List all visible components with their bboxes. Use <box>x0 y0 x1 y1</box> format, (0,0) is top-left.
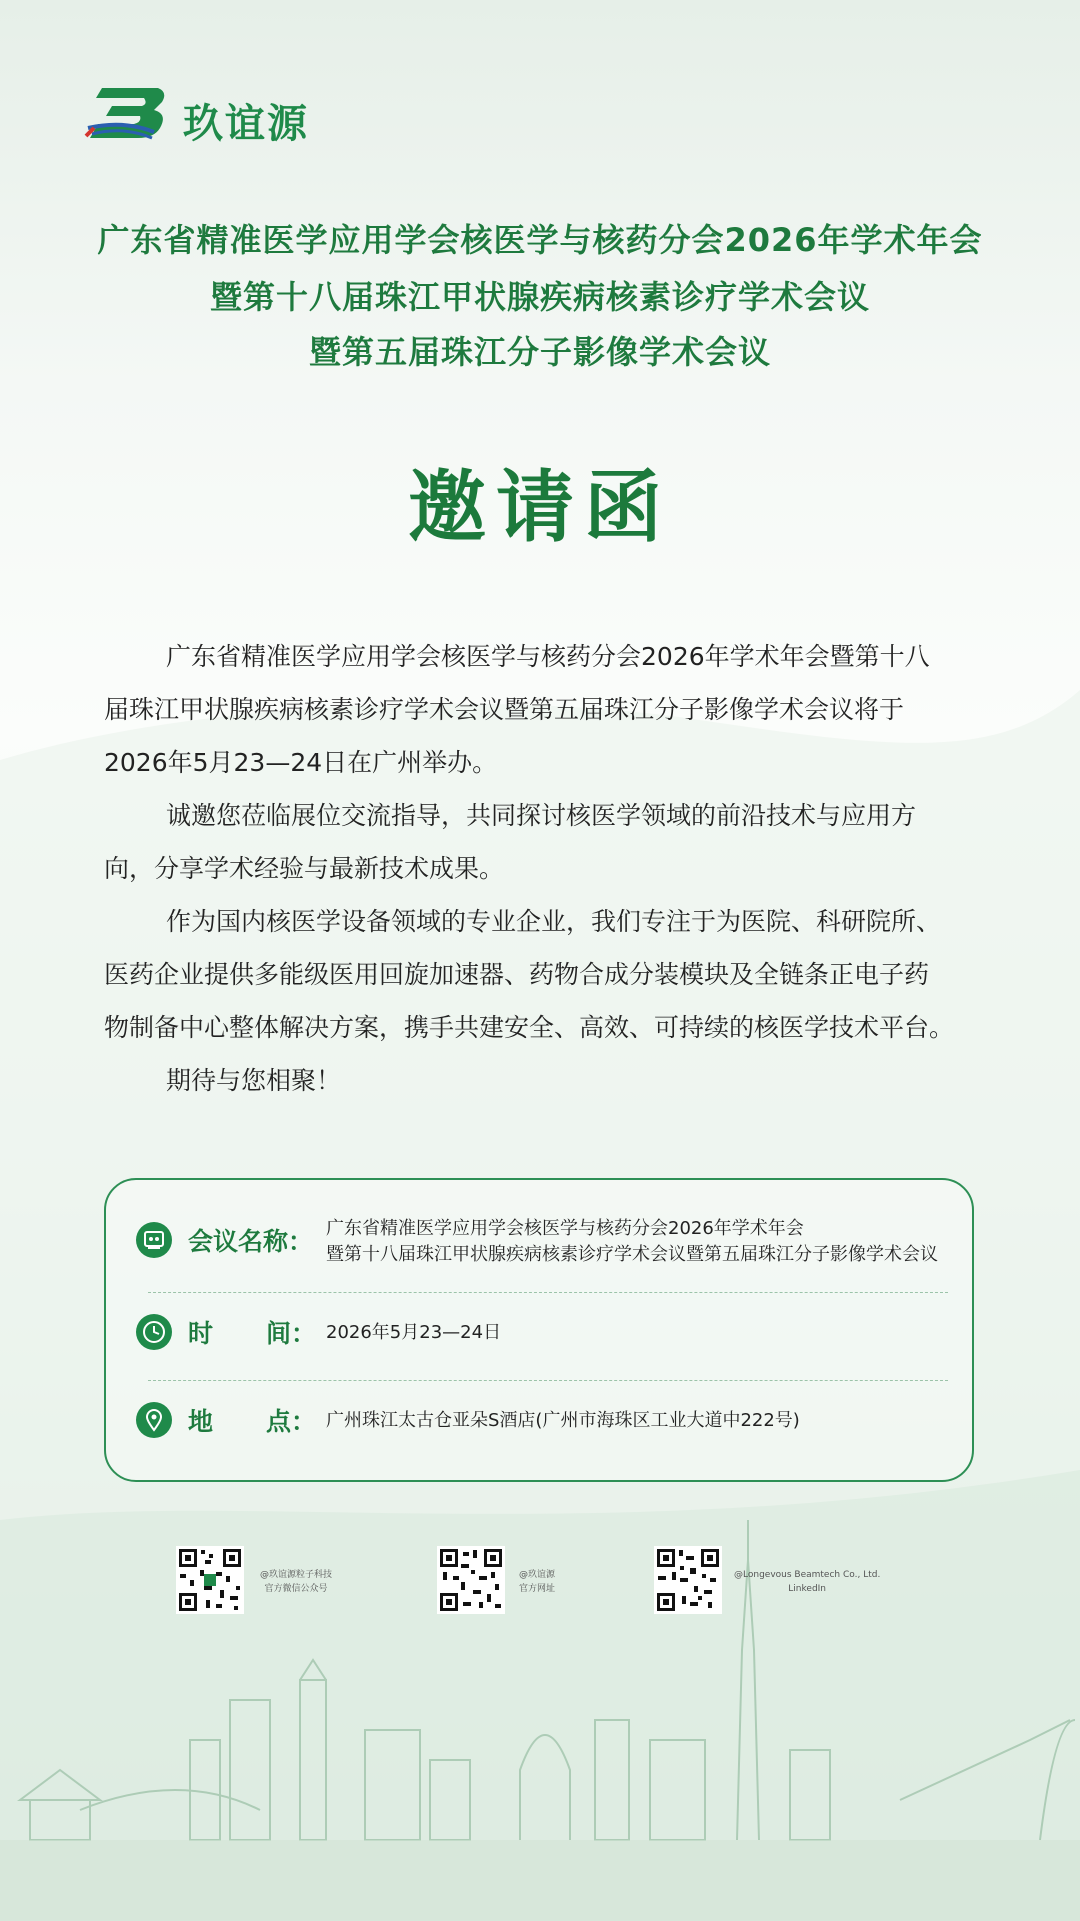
qr-caption-linkedin <box>734 1568 880 1596</box>
time-label-char-2: 间： <box>266 1319 317 1348</box>
qr-caption-line: LinkedIn <box>788 1584 827 1594</box>
meeting-time-value: 2026年5月23—24日 <box>326 1322 502 1343</box>
paragraph-line: 作为国内核医学设备领域的专业企业，我们专注于为医院、科研院所、 <box>166 907 942 936</box>
paragraph-line: 届珠江甲状腺疾病核素诊疗学术会议暨第五届珠江分子影像学术会议将于 <box>104 695 905 724</box>
meeting-name-line-1: 广东省精准医学应用学会核医学与核药分会2026年学术年会 <box>326 1218 804 1239</box>
paragraph-line: 向，分享学术经验与最新技术成果。 <box>104 854 505 883</box>
qr-caption-line: @Longevous Beamtech Co., Ltd. <box>734 1570 881 1580</box>
qr-caption-line: @玖谊源粒子科技 <box>260 1570 333 1580</box>
headline-line-1: 广东省精准医学应用学会核医学与核药分会2026年学术年会 <box>97 221 983 259</box>
people-icon <box>136 1222 172 1258</box>
paragraph-line: 期待与您相聚！ <box>166 1066 342 1095</box>
qr-caption-line: 官方微信公众号 <box>264 1584 328 1594</box>
paragraph-line: 2026年5月23—24日在广州举办。 <box>104 748 498 777</box>
location-pin-icon <box>136 1402 172 1438</box>
time-label-char-1: 时 <box>188 1319 214 1348</box>
paragraph-invitation <box>104 789 984 895</box>
paragraph-intro <box>104 630 984 789</box>
paragraph-company <box>104 895 984 1054</box>
qr-caption-website <box>519 1568 555 1596</box>
meeting-name-label: 会议名称： <box>188 1227 314 1256</box>
paragraph-closing <box>104 1054 984 1107</box>
headline-line-3: 暨第五届珠江分子影像学术会议 <box>308 333 771 371</box>
qr-caption-line: @玖谊源 <box>519 1570 556 1580</box>
brand-name: 玖谊源 <box>183 101 309 147</box>
paragraph-line: 医药企业提供多能级医用回旋加速器、药物合成分装模块及全链条正电子药 <box>104 960 930 989</box>
meeting-place-value: 广州珠江太古仓亚朵S酒店(广州市海珠区工业大道中222号) <box>326 1410 800 1431</box>
place-label-char-1: 地 <box>188 1407 214 1436</box>
qr-caption-line: 官方网址 <box>519 1584 556 1594</box>
qr-caption-wechat <box>260 1568 332 1596</box>
qr-code-website[interactable] <box>437 1546 505 1614</box>
meeting-name-line-2: 暨第十八届珠江甲状腺疾病核素诊疗学术会议暨第五届珠江分子影像学术会议 <box>326 1244 938 1265</box>
invitation-title: 邀请函 <box>407 462 672 553</box>
headline-line-2: 暨第十八届珠江甲状腺疾病核素诊疗学术会议 <box>209 278 870 316</box>
qr-code-wechat[interactable] <box>176 1546 244 1614</box>
meeting-info-card <box>104 1178 974 1482</box>
clock-icon <box>136 1314 172 1350</box>
divider <box>148 1380 948 1381</box>
meeting-name-value <box>326 1216 938 1268</box>
paragraph-line: 物制备中心整体解决方案，携手共建安全、高效、可持续的核医学技术平台。 <box>104 1013 955 1042</box>
paragraph-line: 广东省精准医学应用学会核医学与核药分会2026年学术年会暨第十八 <box>166 642 930 671</box>
divider <box>148 1292 948 1293</box>
place-label-char-2: 点： <box>266 1407 317 1436</box>
paragraph-line: 诚邀您莅临展位交流指导，共同探讨核医学领域的前沿技术与应用方 <box>166 801 917 830</box>
qr-code-linkedin[interactable] <box>654 1546 722 1614</box>
